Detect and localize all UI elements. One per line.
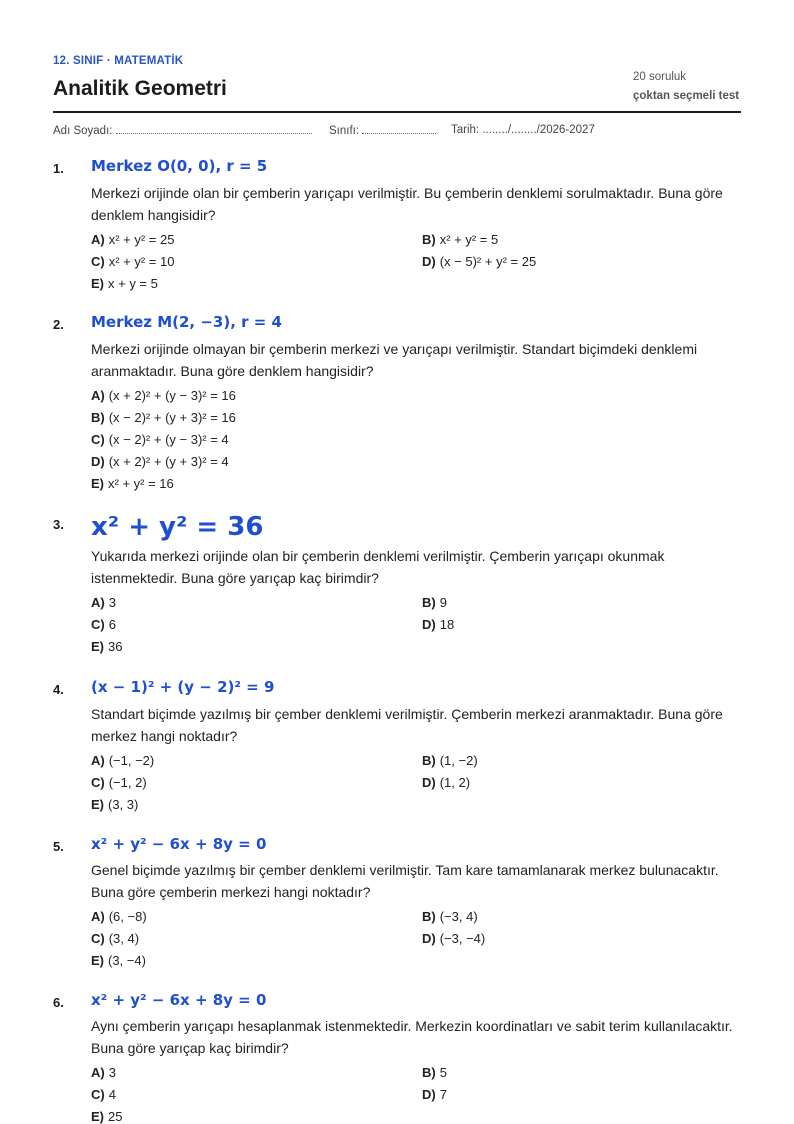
option-text: 3	[108, 1065, 116, 1080]
question-text: Aynı çemberin yarıçapı hesaplanmak istenmektedir. Merkezin koordinatları ve sabit terim kullanılacaktır. Buna göre yarıçap kaç birimdir?	[91, 1018, 733, 1056]
option-text: 25	[108, 1109, 123, 1124]
option-letter: B)	[422, 232, 436, 247]
option-c[interactable]	[91, 432, 229, 447]
option-letter: C)	[91, 432, 105, 447]
option-c[interactable]	[91, 617, 116, 632]
header-divider	[53, 111, 741, 113]
option-b[interactable]	[422, 1065, 447, 1080]
option-a[interactable]	[91, 595, 116, 610]
option-letter: A)	[91, 388, 105, 403]
option-letter: A)	[91, 232, 105, 247]
option-text: (−1, −2)	[108, 753, 155, 768]
option-text: (1, −2)	[439, 753, 478, 768]
option-e[interactable]	[91, 797, 138, 812]
option-letter: C)	[91, 254, 105, 269]
question-count: 20 soruluk	[633, 71, 687, 83]
option-letter: B)	[422, 595, 436, 610]
question-heading: Merkez M(2, −3), r = 4	[91, 313, 282, 331]
option-letter: E)	[91, 797, 104, 812]
question-heading: x² + y² − 6x + 8y = 0	[91, 835, 267, 853]
option-e[interactable]	[91, 639, 122, 654]
option-letter: D)	[422, 1087, 436, 1102]
option-letter: D)	[422, 931, 436, 946]
option-d[interactable]	[422, 617, 454, 632]
question-heading: x² + y² − 6x + 8y = 0	[91, 991, 267, 1009]
option-letter: A)	[91, 909, 105, 924]
question-text: Standart biçimde yazılmış bir çember denklemi verilmiştir. Çemberin merkezi aranmaktadır. Buna göre merkez hangi noktadır?	[91, 706, 723, 744]
option-letter: E)	[91, 639, 104, 654]
option-a[interactable]	[91, 388, 236, 403]
option-e[interactable]	[91, 476, 174, 491]
option-letter: E)	[91, 953, 104, 968]
question-heading: Merkez O(0, 0), r = 5	[91, 157, 268, 175]
test-type: çoktan seçmeli test	[633, 90, 740, 102]
option-text: x² + y² = 25	[108, 232, 175, 247]
option-d[interactable]	[422, 1087, 447, 1102]
option-text: 7	[439, 1087, 447, 1102]
option-letter: D)	[422, 617, 436, 632]
option-a[interactable]	[91, 1065, 116, 1080]
option-a[interactable]	[91, 753, 154, 768]
option-d[interactable]	[422, 775, 470, 790]
option-e[interactable]	[91, 276, 158, 291]
option-d[interactable]	[422, 931, 485, 946]
class-blank	[362, 124, 436, 134]
option-c[interactable]	[91, 254, 174, 269]
subject-label: 12. SINIF · MATEMATİK	[53, 55, 184, 67]
option-text: x² + y² = 10	[108, 254, 175, 269]
option-text: (x + 2)² + (y + 3)² = 4	[108, 454, 229, 469]
option-a[interactable]	[91, 909, 147, 924]
option-letter: B)	[422, 1065, 436, 1080]
name-blank	[116, 124, 312, 134]
question-heading: (x − 1)² + (y − 2)² = 9	[91, 678, 275, 696]
option-text: x² + y² = 16	[108, 476, 174, 491]
option-letter: E)	[91, 476, 104, 491]
question-text: Merkezi orijinde olan bir çemberin yarıçapı verilmiştir. Bu çemberin denklemi sorulmaktadır. Buna göre denklem hangisidir?	[91, 185, 723, 223]
option-text: (−1, 2)	[108, 775, 147, 790]
option-text: (x − 5)² + y² = 25	[439, 254, 537, 269]
question-text: Genel biçimde yazılmış bir çember denklemi verilmiştir. Tam kare tamamlanarak merkez bulunacaktır. Buna göre çemberin merkezi hangi noktadır?	[91, 862, 719, 900]
option-b[interactable]	[422, 753, 478, 768]
question-number: 4.	[53, 682, 64, 697]
option-text: 6	[108, 617, 116, 632]
option-b[interactable]	[422, 232, 498, 247]
option-text: 36	[108, 639, 123, 654]
option-d[interactable]	[91, 454, 229, 469]
option-a[interactable]	[91, 232, 174, 247]
option-text: (3, −4)	[108, 953, 146, 968]
option-text: (3, 3)	[108, 797, 139, 812]
option-letter: B)	[422, 909, 436, 924]
option-text: (6, −8)	[108, 909, 147, 924]
option-letter: C)	[91, 931, 105, 946]
option-text: (−3, 4)	[439, 909, 478, 924]
option-letter: D)	[422, 254, 436, 269]
question-number: 2.	[53, 317, 64, 332]
question-number: 1.	[53, 161, 64, 176]
date-label: Tarih:	[451, 124, 480, 136]
question-text: Yukarıda merkezi orijinde olan bir çemberin denklemi verilmiştir. Çemberin yarıçapı okunmak istenmektedir. Buna göre yarıçap kaç birimdir?	[91, 548, 665, 586]
name-label: Adı Soyadı:	[53, 125, 113, 137]
question-number: 5.	[53, 839, 64, 854]
option-letter: D)	[422, 775, 436, 790]
option-text: (1, 2)	[439, 775, 471, 790]
option-letter: A)	[91, 1065, 105, 1080]
date-value: ......../......../2026-2027	[482, 124, 595, 136]
question-number: 3.	[53, 517, 64, 532]
option-letter: C)	[91, 617, 105, 632]
option-letter: A)	[91, 753, 105, 768]
option-text: 4	[108, 1087, 116, 1102]
option-e[interactable]	[91, 1109, 122, 1124]
option-d[interactable]	[422, 254, 536, 269]
option-letter: D)	[91, 454, 105, 469]
option-letter: B)	[422, 753, 436, 768]
option-text: (x + 2)² + (y − 3)² = 16	[108, 388, 236, 403]
option-text: (3, 4)	[108, 931, 140, 946]
question-heading: x² + y² = 36	[91, 512, 264, 542]
option-letter: E)	[91, 1109, 104, 1124]
option-text: x + y = 5	[108, 276, 158, 291]
question-number: 6.	[53, 995, 64, 1010]
option-text: 18	[439, 617, 455, 632]
option-c[interactable]	[91, 775, 147, 790]
name-field[interactable]	[53, 124, 312, 137]
question-text: Merkezi orijinde olmayan bir çemberin merkezi ve yarıçapı verilmiştir. Standart biçimdeki denklemi aranmaktadır. Buna göre denklem hangisidir?	[91, 341, 698, 379]
option-letter: C)	[91, 1087, 105, 1102]
option-text: x² + y² = 5	[439, 232, 499, 247]
option-letter: C)	[91, 775, 105, 790]
class-field[interactable]	[329, 124, 436, 137]
option-c[interactable]	[91, 1087, 116, 1102]
option-b[interactable]	[422, 909, 478, 924]
option-text: 9	[439, 595, 447, 610]
option-b[interactable]	[91, 410, 236, 425]
option-letter: A)	[91, 595, 105, 610]
option-text: 5	[439, 1065, 447, 1080]
option-text: 3	[108, 595, 116, 610]
date-field[interactable]	[451, 124, 595, 136]
option-text: (x − 2)² + (y + 3)² = 16	[108, 410, 236, 425]
class-label: Sınıfı:	[329, 125, 360, 137]
option-text: (−3, −4)	[439, 931, 486, 946]
option-letter: B)	[91, 410, 105, 425]
option-c[interactable]	[91, 931, 139, 946]
option-text: (x − 2)² + (y − 3)² = 4	[108, 432, 229, 447]
option-letter: E)	[91, 276, 104, 291]
option-b[interactable]	[422, 595, 447, 610]
page-title: Analitik Geometri	[53, 77, 227, 100]
option-e[interactable]	[91, 953, 146, 968]
